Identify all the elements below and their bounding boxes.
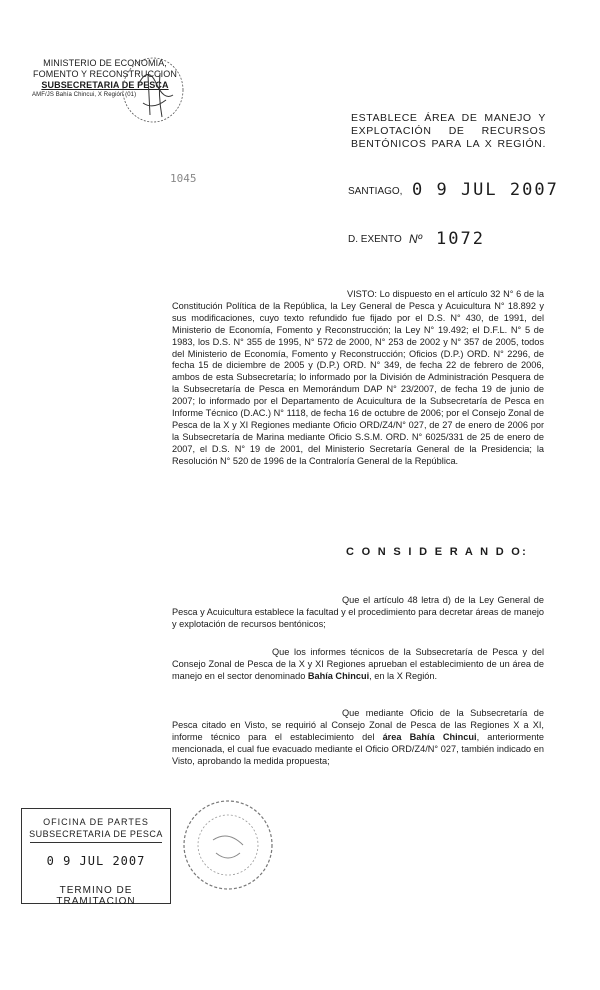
visto-paragraph: VISTO: Lo dispuesto en el artículo 32 N° 6 de la Constitución Política de la República, la Ley General de Pesca y Acuicultura N° 18.892 y sus modificaciones, cuyo texto refundido fue fijado por el D.S. N° 430, de 1991, del Ministerio de Economía, Fomento y Reconstrucción; la Ley N° 19.492; el D.F.L. N° 5 de 1983, los D.S. N° 355 de 1995, N° 572 de 2000, N° 253 de 2002 y N° 357 de 2005, todos del Ministerio de Economía, Fomento y Reconstrucción; Oficios (D.P.) ORD. N° 2296, de fecha 15 de diciembre de 2005 y (D.P.) ORD. N° 349, de fecha 22 de febrero de 2006, ambos de esta Subsecretaría; lo informado por la División de Administración Pesquera de la Subsecretaría de Pesca en Memorándum DAP N° 23/2007, de fecha 19 de junio de 2007; lo informado por el Departamento de Acuicultura de la Subsecretaría de Pesca en Informe Técnico (D.AC.) N° 1118, de fecha 16 de octubre de 2006; por el Consejo Zonal de Pesca de la X y XI Regiones mediante Oficio ORD/Z4/N° 027, de 27 de enero de 2006 por la Subsecretaría de Marina mediante Oficio S.S.M. ORD. N° 6025/331 de 25 de enero de 2007, el D.S. N° 19 de 2001, del Ministerio Secretaría General de la Presidencia; la Resolución N° 520 de 1996 de la Contraloría General de la República.	[172, 289, 544, 466]
signature-seal-image	[118, 55, 188, 125]
decree-title: ESTABLECE ÁREA DE MANEJO Y EXPLOTACIÓN DE RECURSOS BENTÓNICOS PARA LA X REGIÓN.	[351, 112, 546, 150]
area-name: Bahía Chincui	[307, 670, 370, 681]
area-name: área Bahía Chincui	[382, 731, 477, 742]
stamp-date: 0 9 JUL 2007	[46, 854, 146, 868]
reference-initials: AMF/JS Bahía Chincui, X Región (01)	[32, 92, 137, 98]
decree-type-label: D. EXENTO	[348, 234, 402, 245]
subsecretaria-name: SUBSECRETARIA DE PESCA	[41, 80, 169, 90]
considerando-paragraph-2: Que los informes técnicos de la Subsecretaría de Pesca y del Consejo Zonal de Pesca de la X y XI Regiones aprueban el establecimiento de un área de manejo en el sector denominado Bahía Chincui, en la X Región.	[172, 647, 544, 681]
round-seal-image	[178, 795, 278, 895]
ministry-subtitle: FOMENTO Y RECONSTRUCCION	[33, 69, 177, 79]
stamp-termino-label: TERMINO DE TRAMITACION	[56, 885, 136, 907]
ministry-name: MINISTERIO DE ECONOMIA,	[43, 58, 167, 68]
considerando-paragraph-3: Que mediante Oficio de la Subsecretaría de Pesca citado en Visto, se requirió al Consejo Zonal de Pesca de las Regiones X a XI, informe técnico para el establecimiento del área Bahía Chincui, anteriormente mencionada, el cual fue evacuado mediante el Oficio ORD/Z4/N° 027, también indicado en Visto, aprobando la medida propuesta;	[172, 708, 544, 766]
decree-number: 1072	[436, 229, 485, 249]
decree-number-label: Nº	[409, 232, 423, 246]
considerando-paragraph-1: Que el artículo 48 letra d) de la Ley General de Pesca y Acuicultura establece la facultad y el procedimiento para decretar áreas de manejo y explotación de recursos bentónicos;	[172, 595, 544, 629]
place-label: SANTIAGO,	[348, 186, 403, 197]
stamp-office-label: OFICINA DE PARTES	[43, 817, 149, 827]
considerando-heading: C O N S I D E R A N D O:	[346, 546, 529, 558]
stamp-subsecretaria-label: SUBSECRETARIA DE PESCA	[29, 829, 163, 839]
decree-date: 0 9 JUL 2007	[412, 180, 559, 200]
handwritten-number: 1045	[170, 172, 197, 185]
stamp-divider	[30, 842, 162, 843]
office-stamp	[21, 808, 171, 907]
